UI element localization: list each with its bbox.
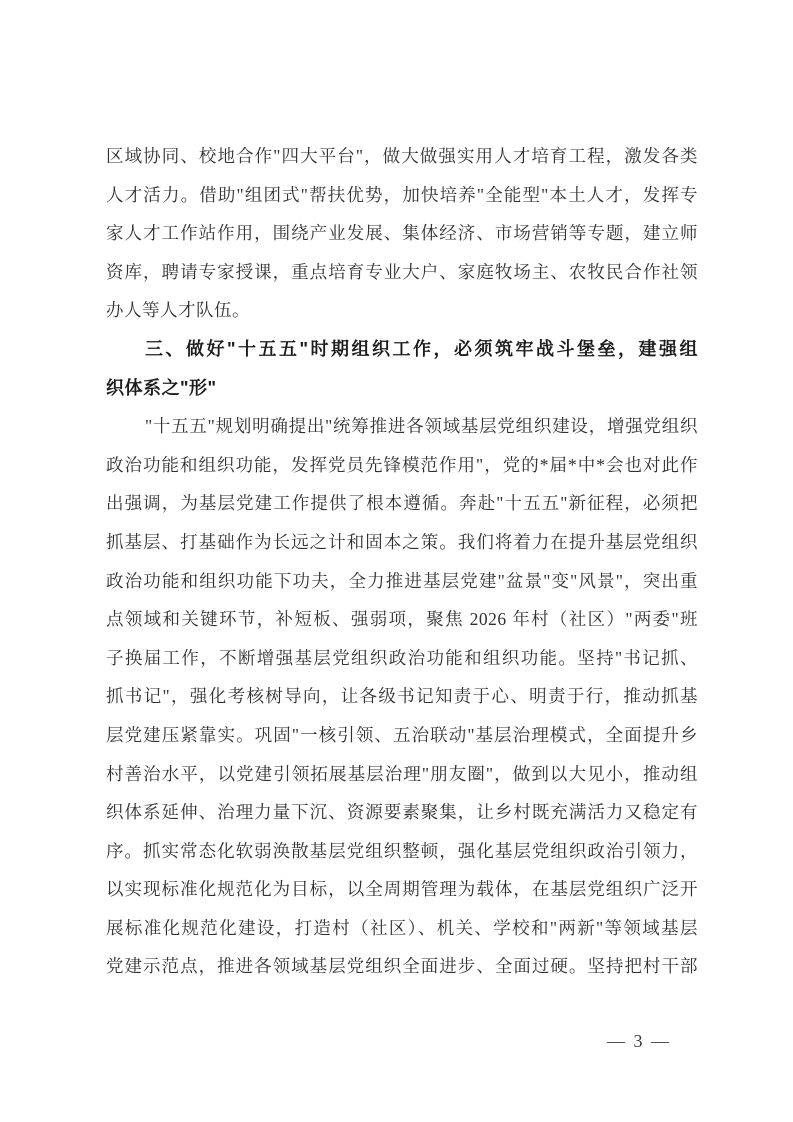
paragraph-line: 资库，聘请专家授课，重点培育专业大户、家庭牧场主、农牧民合作社领: [106, 261, 698, 282]
paragraph-line: 抓书记"，强化考核树导向，让各级书记知责于心、明责于行，推动抓基: [106, 686, 698, 707]
paragraph-line: 政治功能和组织功能下功夫，全力推进基层党建"盆景"变"风景"，突出重: [106, 570, 698, 591]
paragraph-line: 子换届工作，不断增强基层党组织政治功能和组织功能。坚持"书记抓、: [106, 647, 698, 668]
paragraph-line: 层党建压紧靠实。巩固"一核引领、五治联动"基层治理模式，全面提升乡: [106, 724, 698, 745]
section-heading-line: 织体系之"形": [106, 377, 217, 398]
page-number: — 3 —: [607, 1031, 671, 1051]
paragraph-line: 出强调，为基层党建工作提供了根本遵循。奔赴"十五五"新征程，必须把: [106, 493, 698, 514]
paragraph-line: 家人才工作站作用，围绕产业发展、集体经济、市场营销等专题，建立师: [106, 223, 698, 244]
paragraph-line: 抓基层、打基础作为长远之计和固本之策。我们将着力在提升基层党组织: [106, 531, 698, 552]
paragraph-line: 点领域和关键环节，补短板、强弱项，聚焦 2026 年村（社区）"两委"班: [106, 609, 698, 630]
paragraph-line: "十五五"规划明确提出"统筹推进各领域基层党组织建设，增强党组织: [145, 416, 698, 437]
document-body: [106, 137, 698, 986]
paragraph-line: 区域协同、校地合作"四大平台"，做大做强实用人才培育工程，激发各类: [106, 146, 698, 166]
paragraph-line: 办人等人才队伍。: [106, 300, 250, 321]
paragraph-line: 政治功能和组织功能，发挥党员先锋模范作用"，党的*届*中*会也对此作: [106, 454, 698, 475]
paragraph-line: 党建示范点，推进各领域基层党组织全面进步、全面过硬。坚持把村干部: [106, 956, 698, 977]
paragraph-line: 人才活力。借助"组团式"帮扶优势，加快培养"全能型"本土人才，发挥专: [106, 184, 698, 205]
paragraph-line: 村善治水平，以党建引领拓展基层治理"朋友圈"，做到以大见小，推动组: [106, 763, 698, 784]
paragraph-line: 以实现标准化规范化为目标，以全周期管理为载体，在基层党组织广泛开: [106, 879, 698, 900]
paragraph-line: 织体系延伸、治理力量下沉、资源要素聚集，让乡村既充满活力又稳定有: [106, 802, 698, 823]
paragraph-line: 序。抓实常态化软弱涣散基层党组织整顿，强化基层党组织政治引领力，: [106, 840, 698, 861]
paragraph-line: 展标准化规范化建设，打造村（社区）、机关、学校和"两新"等领域基层: [106, 917, 698, 938]
section-heading-line: 三、做好"十五五"时期组织工作，必须筑牢战斗堡垒，建强组: [145, 338, 698, 359]
